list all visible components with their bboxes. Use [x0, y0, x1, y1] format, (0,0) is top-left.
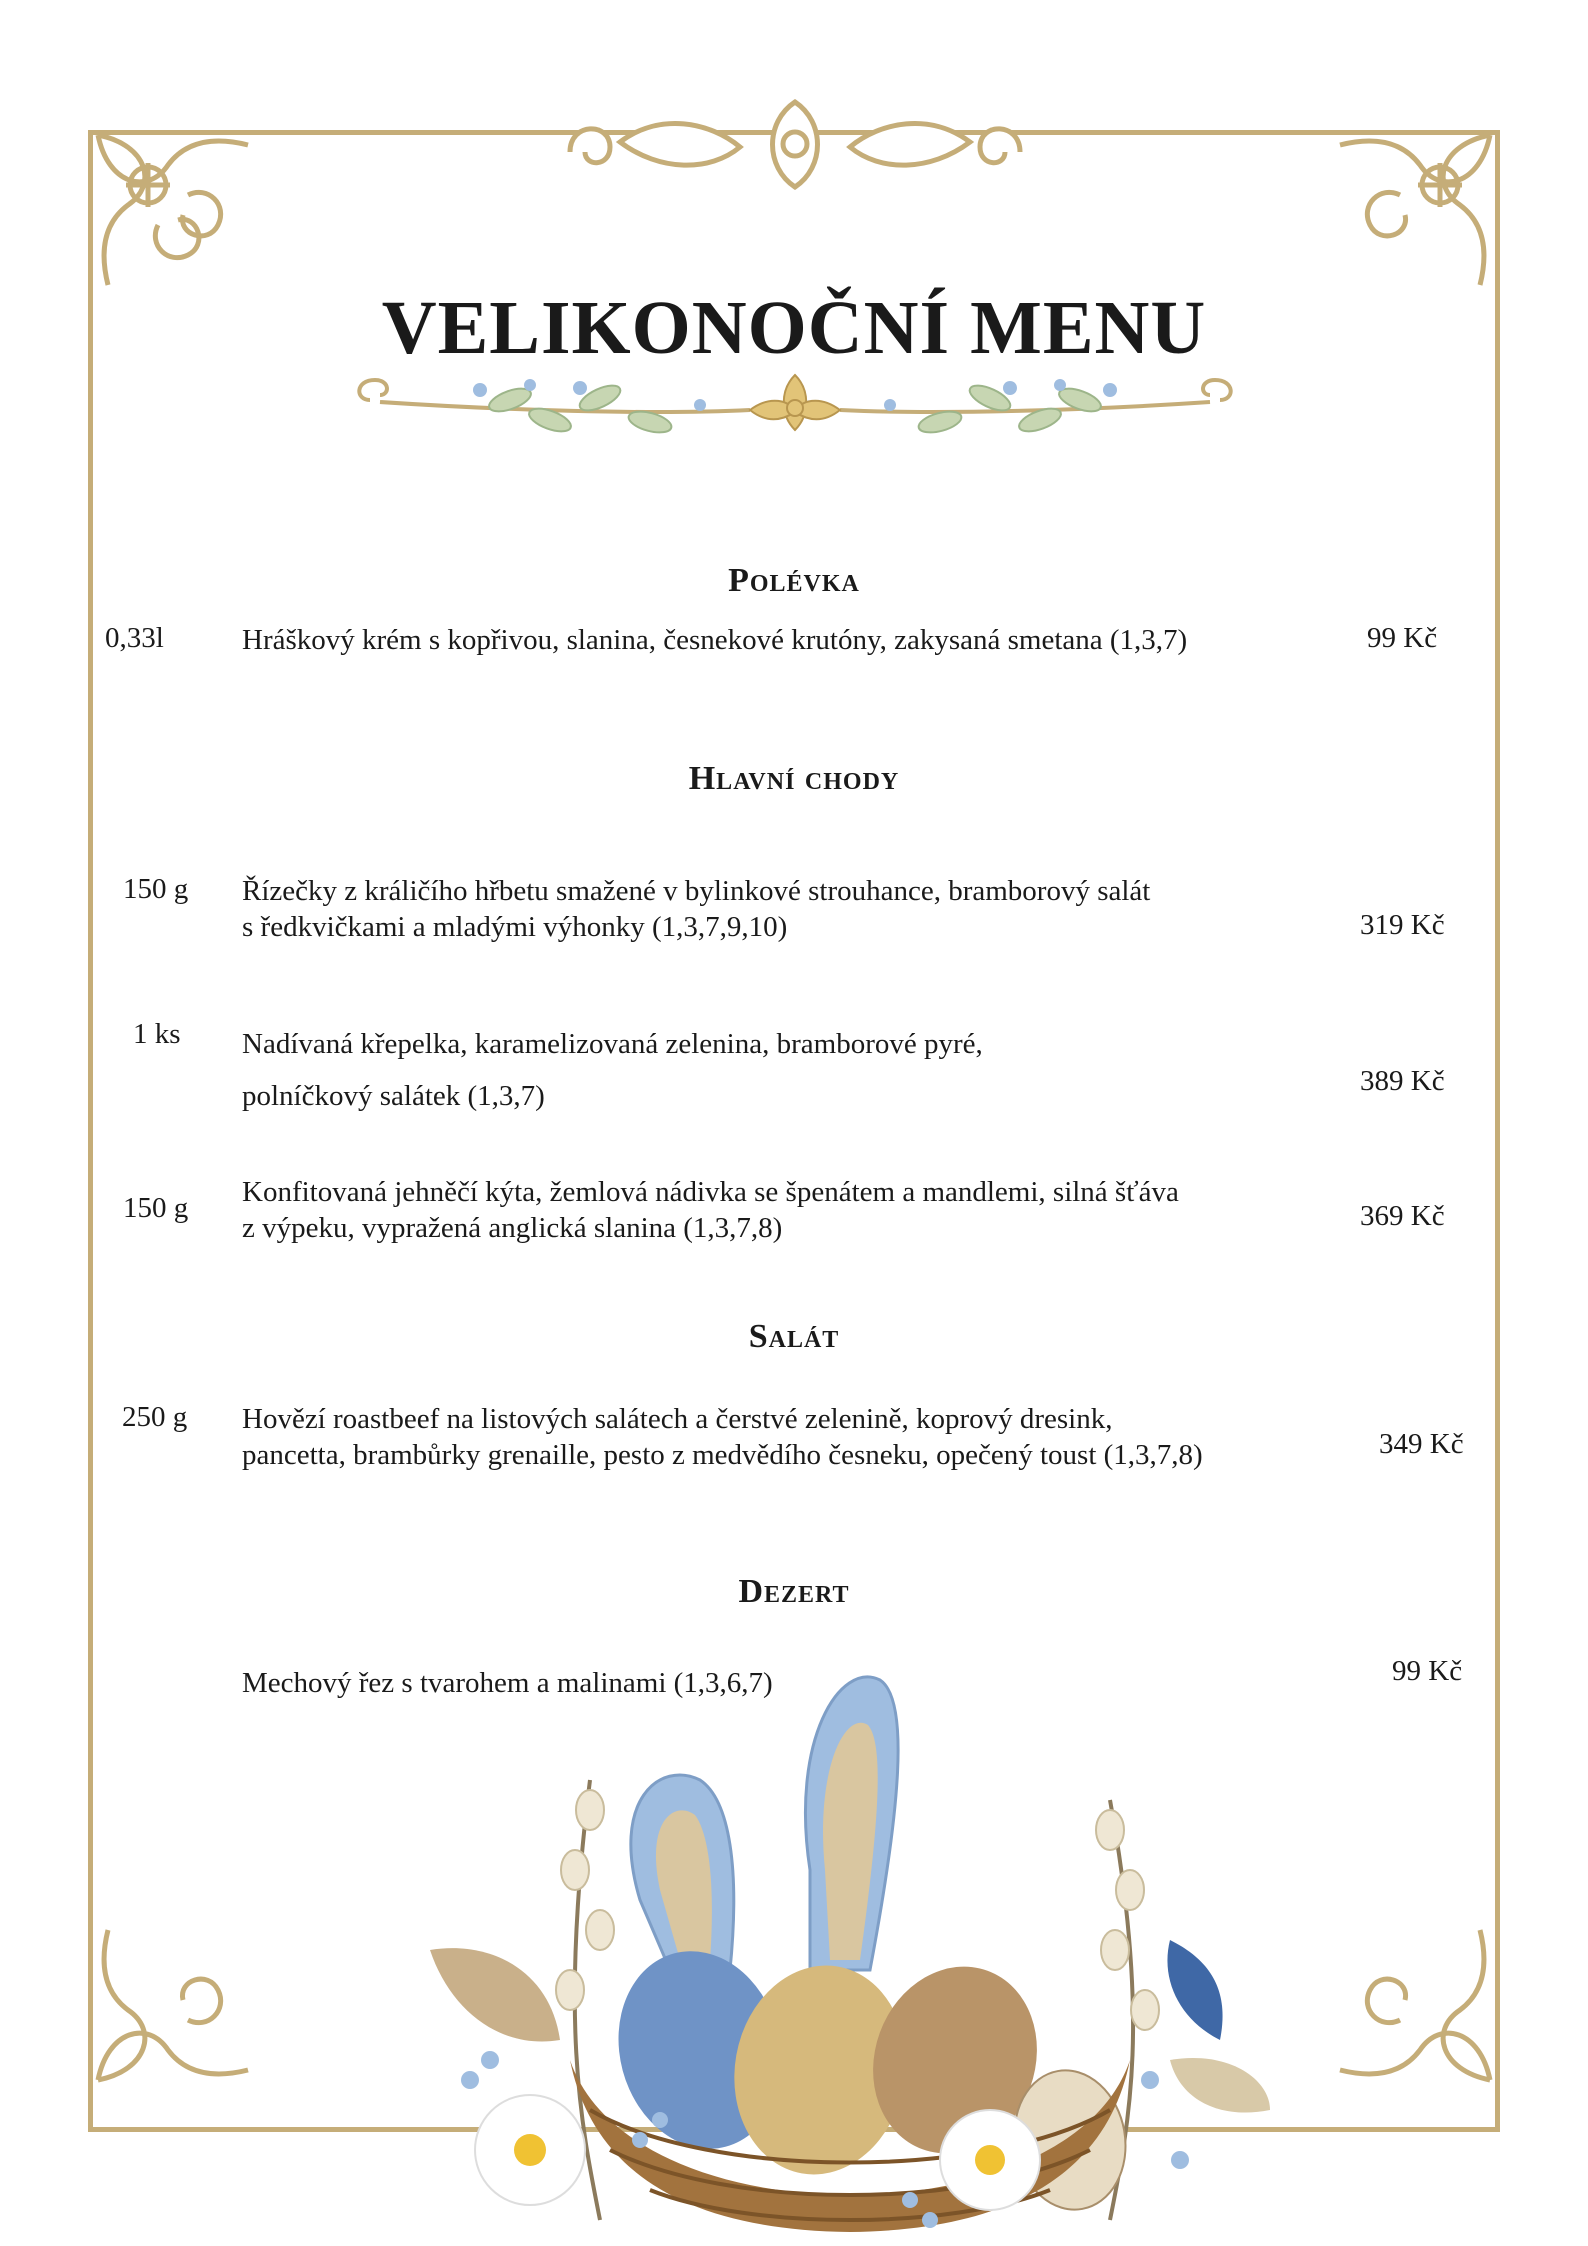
- description-line: Řízečky z králičího hřbetu smažené v bylinkové strouhance, bramborový salát: [242, 875, 1151, 907]
- ornament-corner-bottom-left: [88, 1900, 278, 2090]
- description-line: s ředkvičkami a mladými výhonky (1,3,7,9,10): [242, 911, 788, 943]
- easter-basket-illustration: [410, 1640, 1290, 2246]
- item-price: 319 Kč: [1360, 909, 1445, 941]
- item-price: 369 Kč: [1360, 1200, 1445, 1232]
- item-quantity: 150 g: [123, 873, 189, 905]
- item-quantity: 250 g: [122, 1401, 188, 1433]
- section-heading-soup: Polévka: [728, 562, 860, 599]
- ornament-top-center: [550, 92, 1040, 192]
- description-line: pancetta, brambůrky grenaille, pesto z medvědího česneku, opečený toust (1,3,7,8): [242, 1439, 1203, 1471]
- item-quantity: 1 ks: [133, 1018, 181, 1050]
- description-line: Hráškový krém s kopřivou, slanina, česnekové krutóny, zakysaná smetana (1,3,7): [242, 624, 1188, 656]
- page-title: VELIKONOČNÍ MENU: [381, 286, 1207, 370]
- description-line: Mechový řez s tvarohem a malinami (1,3,6,7): [242, 1667, 773, 1699]
- ornament-corner-bottom-right: [1310, 1900, 1500, 2090]
- section-heading-mains: Hlavní chody: [688, 760, 900, 797]
- ornament-title-divider: [350, 360, 1240, 470]
- item-quantity: 150 g: [123, 1192, 189, 1224]
- menu-item-description: [242, 622, 1372, 658]
- item-price: 349 Kč: [1379, 1428, 1464, 1460]
- description-line: Hovězí roastbeef na listových salátech a čerstvé zelenině, koprový dresink,: [242, 1403, 1113, 1435]
- menu-item-description: [242, 873, 1372, 945]
- menu-item-description: [242, 1174, 1372, 1246]
- section-heading-dessert: Dezert: [738, 1573, 850, 1610]
- item-quantity: 0,33l: [105, 622, 164, 654]
- section-heading-salad: Salát: [748, 1318, 840, 1355]
- item-price: 389 Kč: [1360, 1065, 1445, 1097]
- description-line: polníčkový salátek (1,3,7): [242, 1080, 545, 1112]
- description-line: z výpeku, vypražená anglická slanina (1,3,7,8): [242, 1212, 783, 1244]
- menu-item-description: [242, 1401, 1372, 1473]
- menu-item-description: [242, 1018, 1372, 1122]
- item-price: 99 Kč: [1367, 622, 1438, 654]
- description-line: Konfitovaná jehněčí kýta, žemlová nádivka se špenátem a mandlemi, silná šťáva: [242, 1176, 1179, 1208]
- description-line: Nadívaná křepelka, karamelizovaná zelenina, bramborové pyré,: [242, 1028, 983, 1060]
- item-price: 99 Kč: [1392, 1655, 1463, 1687]
